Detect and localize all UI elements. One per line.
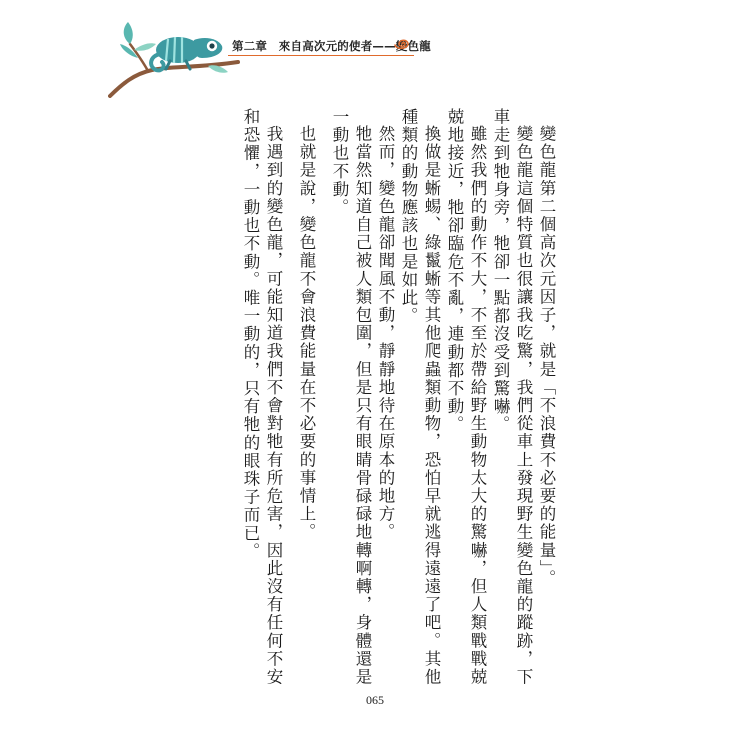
paragraph: 變色龍第二個高次元因子，就是「不浪費不必要的能量」。 (537, 124, 556, 587)
chapter-heading: 第二章 來自高次元的使者——變色龍 (232, 39, 431, 53)
chameleon-illustration (108, 14, 240, 98)
page-number: 065 (366, 693, 384, 707)
paragraph: 也就是說，變色龍不會浪費能量在不必要的事情上。 (297, 124, 316, 541)
paragraph: 牠當然知道自己被人類包圍，但是只有眼睛骨碌碌地轉啊轉，身體還是一動也不動。 (330, 108, 372, 686)
swirl-icon (393, 36, 411, 52)
paragraph: 換做是蜥蜴、綠鬣蜥等其他爬蟲類動物，恐怕早就逃得遠遠了吧。其他種類的動物應該也是如此。 (399, 108, 441, 686)
body-text (190, 108, 558, 698)
paragraph: 然而，變色龍卻聞風不動，靜靜地待在原本的地方。 (376, 124, 395, 541)
paragraph: 我遇到的變色龍，可能知道我們不會對牠有所危害，因此沒有任何不安和恐懼，一動也不動。唯一動的，只有牠的眼珠子而已。 (241, 108, 283, 686)
paragraph: 雖然我們的動作不大，不至於帶給野生動物太大的驚嚇，但人類戰戰兢兢地接近，牠卻臨危不亂，連動都不動。 (445, 108, 487, 686)
header-rule (228, 55, 414, 56)
paragraph: 變色龍這個特質也很讓我吃驚，我們從車上發現野生變色龍的蹤跡，下車走到牠身旁，牠卻一點都沒受到驚嚇。 (491, 108, 533, 686)
